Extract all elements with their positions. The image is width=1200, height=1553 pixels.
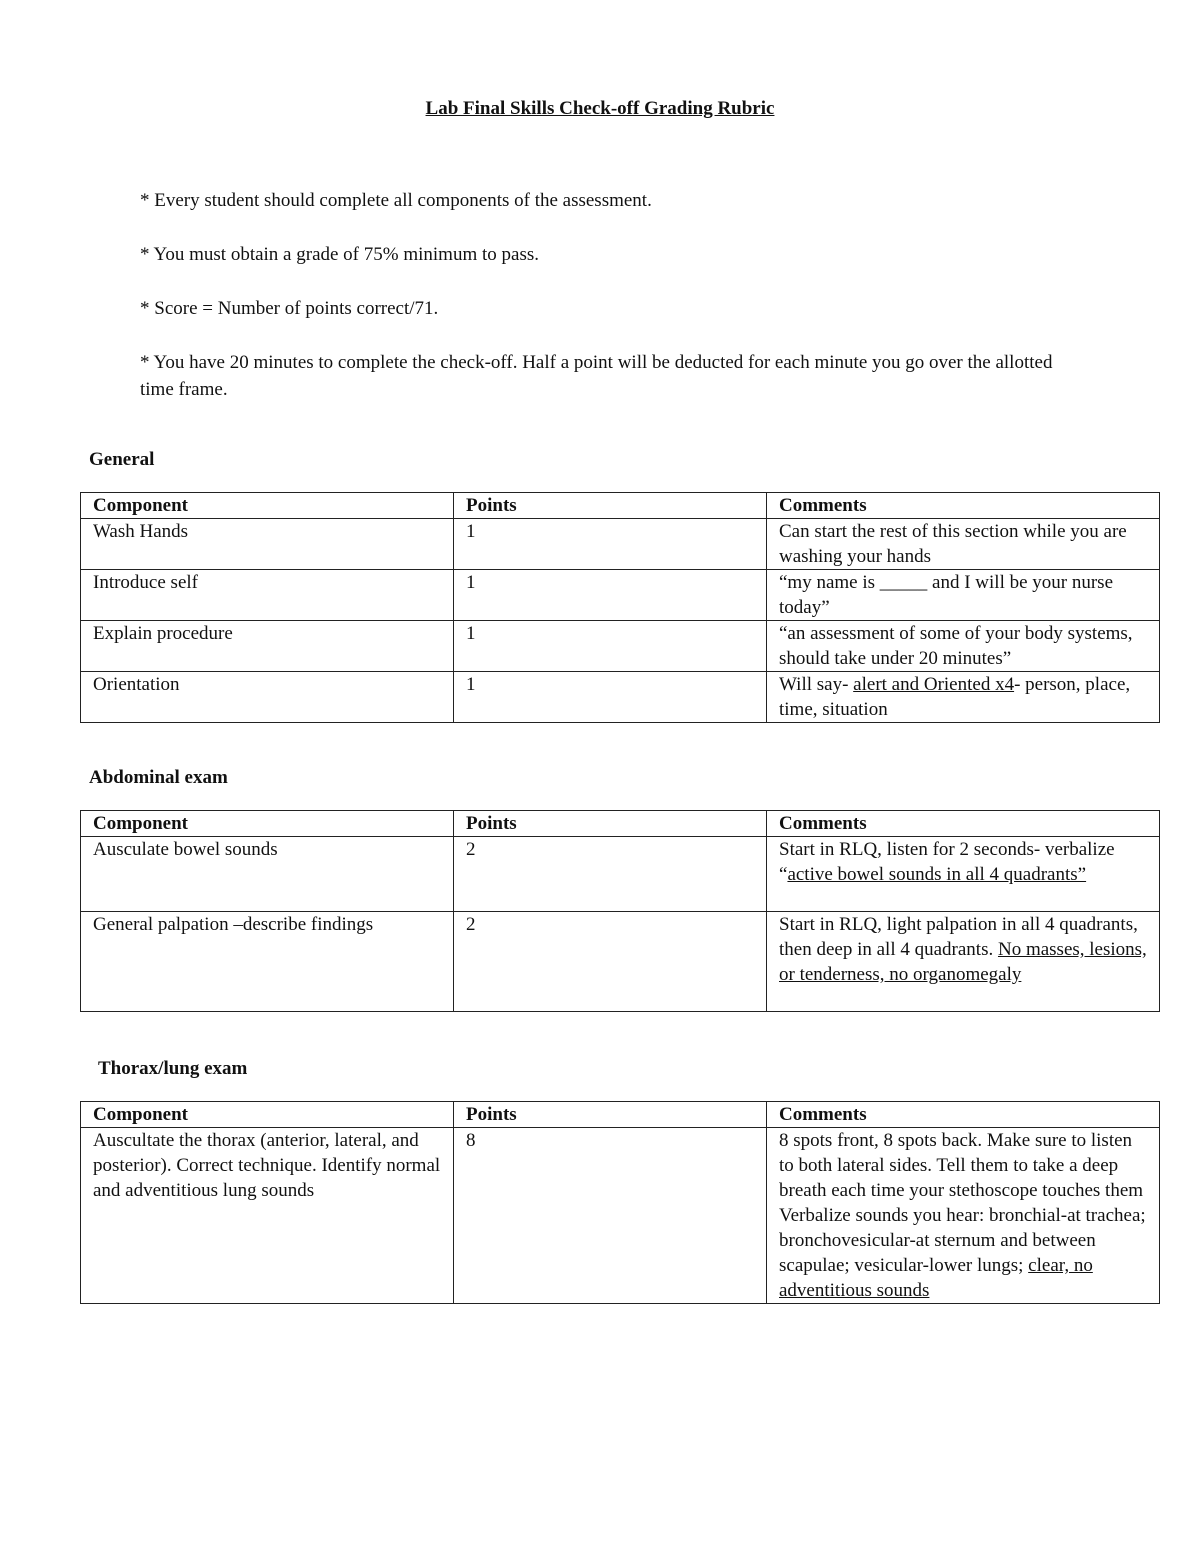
instruction-item: * You must obtain a grade of 75% minimum to pass. bbox=[140, 244, 539, 265]
points-cell: 1 bbox=[454, 570, 767, 621]
comments-cell: “an assessment of some of your body systems, should take under 20 minutes” bbox=[767, 621, 1160, 672]
column-header-component: Component bbox=[81, 811, 454, 837]
instruction-item: * Score = Number of points correct/71. bbox=[140, 298, 439, 319]
table-header-row bbox=[81, 1102, 1160, 1128]
comments-text: - person, place, time, situation bbox=[779, 674, 1131, 720]
section-heading-thorax: Thorax/lung exam bbox=[98, 1058, 248, 1079]
comments-paragraph bbox=[779, 1228, 1151, 1303]
points-cell: 8 bbox=[454, 1128, 767, 1304]
comments-cell bbox=[767, 837, 1160, 912]
comments-text: bronchovesicular-at sternum and between scapulae; vesicular-lower lungs; bbox=[779, 1230, 1096, 1276]
comments-text: Verbalize sounds you hear: bronchial-at trachea; bbox=[779, 1205, 1146, 1226]
component-cell: Explain procedure bbox=[81, 621, 454, 672]
instructions-list bbox=[140, 187, 1060, 430]
instruction-item: * You have 20 minutes to complete the check-off. Half a point will be deducted for each minute you go over the allotted time frame. bbox=[140, 352, 1053, 400]
table-row bbox=[81, 837, 1160, 912]
column-header-points: Points bbox=[454, 811, 767, 837]
comments-text: Will say- bbox=[779, 674, 854, 695]
column-header-points: Points bbox=[454, 493, 767, 519]
comments-cell: Can start the rest of this section while you are washing your hands bbox=[767, 519, 1160, 570]
comments-text: Start in RLQ, listen for 2 seconds- verbalize “ bbox=[779, 839, 1115, 885]
component-cell: General palpation –describe findings bbox=[81, 912, 454, 1012]
table-row bbox=[81, 672, 1160, 723]
column-header-comments: Comments bbox=[767, 811, 1160, 837]
comments-cell: “my name is _____ and I will be your nurse today” bbox=[767, 570, 1160, 621]
points-cell: 2 bbox=[454, 837, 767, 912]
component-cell: Wash Hands bbox=[81, 519, 454, 570]
instruction-item: * Every student should complete all components of the assessment. bbox=[140, 190, 652, 211]
section-heading-general: General bbox=[89, 449, 155, 470]
points-cell: 1 bbox=[454, 621, 767, 672]
component-cell: Introduce self bbox=[81, 570, 454, 621]
comments-cell bbox=[767, 672, 1160, 723]
column-header-component: Component bbox=[81, 493, 454, 519]
general-table bbox=[80, 492, 1160, 723]
component-cell: Auscultate the thorax (anterior, lateral, and posterior). Correct technique. Identify normal and adventitious lung sounds bbox=[81, 1128, 454, 1304]
section-heading-abdominal: Abdominal exam bbox=[89, 767, 228, 788]
comments-text: Start in RLQ, light palpation in all 4 quadrants, then deep in all 4 quadrants. bbox=[779, 914, 1138, 960]
comments-underlined-text: clear, no adventitious sounds bbox=[779, 1255, 1093, 1301]
table-row bbox=[81, 519, 1160, 570]
table-header-row bbox=[81, 811, 1160, 837]
comments-cell bbox=[767, 1128, 1160, 1304]
column-header-comments: Comments bbox=[767, 493, 1160, 519]
table-header-row bbox=[81, 493, 1160, 519]
points-cell: 1 bbox=[454, 519, 767, 570]
comments-underlined-text: alert and Oriented x4 bbox=[853, 674, 1015, 695]
abdominal-table bbox=[80, 810, 1160, 1012]
component-cell: Ausculate bowel sounds bbox=[81, 837, 454, 912]
comments-cell bbox=[767, 912, 1160, 1012]
comments-text: 8 spots front, 8 spots back. Make sure to listen to both lateral sides. Tell them to take a deep breath each time your stethoscope touches them bbox=[779, 1130, 1144, 1201]
table-row bbox=[81, 570, 1160, 621]
document-title: Lab Final Skills Check-off Grading Rubric bbox=[425, 98, 775, 119]
table-row bbox=[81, 621, 1160, 672]
table-row bbox=[81, 1128, 1160, 1304]
column-header-comments: Comments bbox=[767, 1102, 1160, 1128]
points-cell: 1 bbox=[454, 672, 767, 723]
thorax-table bbox=[80, 1101, 1160, 1304]
column-header-points: Points bbox=[454, 1102, 767, 1128]
column-header-component: Component bbox=[81, 1102, 454, 1128]
component-cell: Orientation bbox=[81, 672, 454, 723]
points-cell: 2 bbox=[454, 912, 767, 1012]
comments-underlined-text: active bowel sounds in all 4 quadrants” bbox=[787, 864, 1087, 885]
comments-underlined-text: No masses, lesions, or tenderness, no organomegaly bbox=[779, 939, 1147, 985]
table-row bbox=[81, 912, 1160, 1012]
